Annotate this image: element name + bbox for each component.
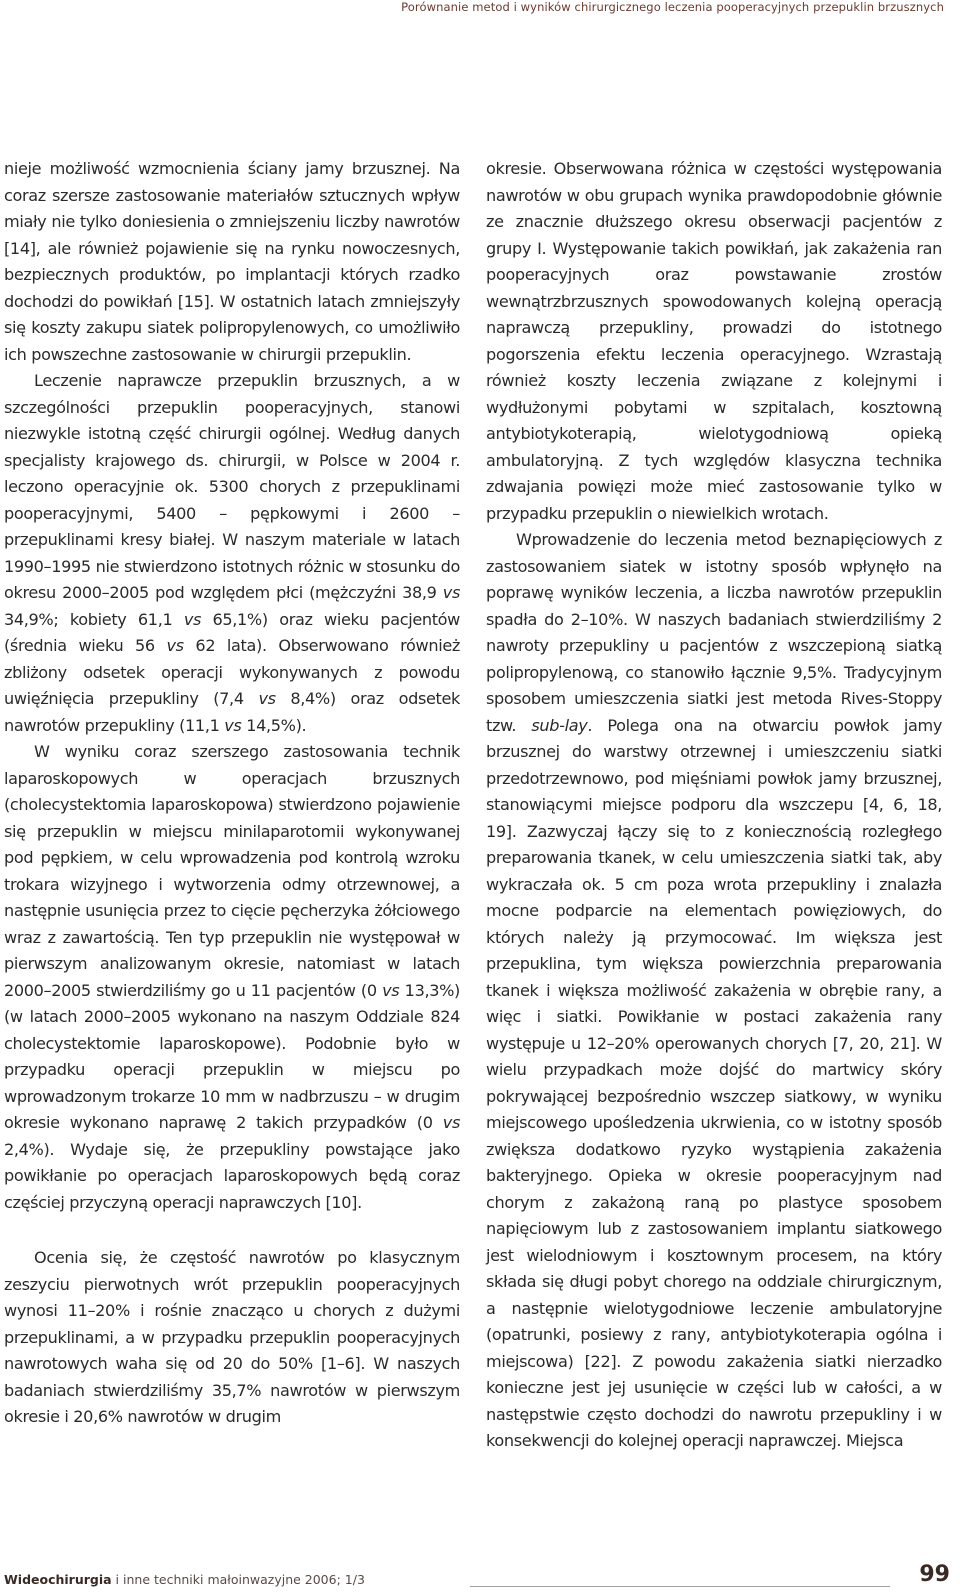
- paragraph: okresie. Obserwowana różnica w częstości występowania nawrotów w obu grupach wynika prawdopodobnie głównie ze znacznie dłuższego okresu obserwacji pacjentów z grupy I. Występowanie takich powikłań, jak zakażenia ran pooperacyjnych oraz powstawanie zrostów wewnątrzbrzusznych spowodowanych kolejną operacją naprawczą przepukliny, prowadzi do istotnego pogorszenia efektu leczenia operacyjnego. Wzrastają również koszty leczenia związane z kolejnymi i wydłużonymi pobytami w szpitalach, kosztowną antybiotykoterapią, wielotygodniową opieką ambulatoryjną. Z tych względów klasyczna technika zdwajania powięzi może mieć zastosowanie tylko w przypadku przepuklin o niewielkich wrotach.: [486, 159, 942, 523]
- footer-divider: [470, 1586, 890, 1587]
- running-head: Porównanie metod i wyników chirurgicznego leczenia pooperacyjnych przepuklin brzusznych: [401, 0, 944, 14]
- paragraph: Ocenia się, że częstość nawrotów po klasycznym zeszyciu pierwotnych wrót przepuklin pooperacyjnych wynosi 11–20% i rośnie znacząco u chorych z dużymi przepuklinami, a w przypadku przepuklin pooperacyjnych nawrotowych waha się od 20 do 50% [1–6]. W naszych badaniach stwierdziliśmy 35,7% nawrotów w pierwszym okresie i 20,6% nawrotów w drugim: [4, 1248, 460, 1426]
- page-number: 99: [919, 1562, 950, 1587]
- journal-citation: Wideochirurgia i inne techniki małoinwazyjne 2006; 1/3: [4, 1572, 365, 1587]
- paragraph: nieje możliwość wzmocnienia ściany jamy brzusznej. Na coraz szersze zastosowanie materiałów sztucznych wpływ miały nie tylko doniesienia o zmniejszeniu liczby nawrotów [14], ale również pojawienie się na rynku nowoczesnych, bezpiecznych produktów, po implantacji których rzadko dochodzi do powikłań [15]. W ostatnich latach zmniejszyły się koszty zakupu siatek polipropylenowych, co umożliwiło ich powszechne zastosowanie w chirurgii przepuklin.: [4, 159, 460, 364]
- paragraph: Leczenie naprawcze przepuklin brzusznych, a w szczególności przepuklin pooperacyjnych, stanowi niezwykle istotną część chirurgii ogólnej. Według danych specjalisty krajowego ds. chirurgii, w Polsce w 2004 r. leczono operacyjnie ok. 5300 chorych z przepuklinami pooperacyjnymi, 5400 – pępkowymi i 2600 – przepuklinami kresy białej. W naszym materiale w latach 1990–1995 nie stwierdzono istotnych różnic w stosunku do okresu 2000–2005 pod względem płci (mężczyźni 38,9 vs 34,9%; kobiety 61,1 vs 65,1%) oraz wieku pacjentów (średnia wieku 56 vs 62 lata). Obserwowano również zbliżony odsetek operacji wykonywanych z powodu uwięźnięcia przepukliny (7,4 vs 8,4%) oraz odsetek nawrotów przepukliny (11,1 vs 14,5%).: [4, 371, 461, 735]
- paragraph: W wyniku coraz szerszego zastosowania technik laparoskopowych w operacjach brzusznych (cholecystektomia laparoskopowa) stwierdzono pojawienie się przepuklin w miejscu minilaparotomii wykonywanej pod pępkiem, w celu wprowadzenia pod kontrolą wzroku trokara wizyjnego i wytworzenia odmy otrzewnowej, a następnie usunięcia przez to cięcie pęcherzyka żółciowego wraz z zawartością. Ten typ przepuklin nie występował w pierwszym analizowanym okresie, natomiast w latach 2000–2005 stwierdziliśmy go u 11 pacjentów (0 vs 13,3%) (w latach 2000–2005 wykonano na naszym Oddziale 824 cholecystektomie laparoskopowe). Podobnie było w przypadku operacji przepuklin w miejscu po wprowadzonym trokarze 10 mm w nadbrzuszu – w drugim okresie wykonano naprawę 2 takich przypadków (0 vs 2,4%). Wydaje się, że przepukliny powstające jako powikłanie po operacjach laparoskopowych będą coraz częściej przyczyną operacji naprawczych [10].: [4, 742, 460, 1212]
- right-column: [486, 156, 942, 1455]
- paragraph: Wprowadzenie do leczenia metod beznapięciowych z zastosowaniem siatek w istotny sposób wpłynęło na poprawę wyników leczenia, a liczba nawrotów przepuklin spadła do 2–10%. W naszych badaniach stwierdziliśmy 2 nawroty przepukliny u pacjentów z wszczepioną siatką polipropylenową, co stanowiło łącznie 9,5%. Tradycyjnym sposobem umieszczenia siatki jest metoda Rives-Stoppy tzw. sub-lay. Polega ona na otwarciu powłok jamy brzusznej do warstwy otrzewnej i umieszczeniu siatki przedotrzewnowo, pod mięśniami powłok jamy brzusznej, stanowiącymi miejsce podporu dla wszczepu [4, 6, 18, 19]. Zazwyczaj łączy się to z koniecznością rozległego preparowania tkanek, w celu umieszczenia siatki tak, aby wykraczała ok. 5 cm poza wrota przepukliny i znalazła mocne podparcie na elementach powięziowych, do których należy ją przymocować. Im większa jest przepuklina, tym większa powierzchnia preparowania tkanek i większa możliwość zakażenia w obrębie rany, a więc i siatki. Powikłanie w postaci zakażenia rany występuje u 12–20% operowanych chorych [7, 20, 21]. W wielu przypadkach może dojść do martwicy skóry pokrywającej bezpośrednio wszczep siatkowy, w wyniku miejscowego upośledzenia ukrwienia, co w istotny sposób zwiększa dodatkowo ryzyko wystąpienia zakażenia bakteryjnego. Opieka w okresie pooperacyjnym nad chorym z zakażoną raną po plastyce sposobem napięciowym lub z zastosowaniem implantu siatkowego jest wielodniowym i kosztownym procesem, na który składa się długi pobyt chorego na oddziale chirurgicznym, a następnie wielotygodniowe leczenie ambulatoryjne (opatrunki, posiewy z rany, antybiotykoterapia ogólna i miejscowa) [22]. Z powodu zakażenia siatki nierzadko konieczne jest jej usunięcie w części lub w całości, a w następstwie często dochodzi do nawrotu przepukliny i w konsekwencji do kolejnej operacji naprawczej. Miejsca: [486, 530, 942, 1450]
- left-column: [4, 156, 460, 1431]
